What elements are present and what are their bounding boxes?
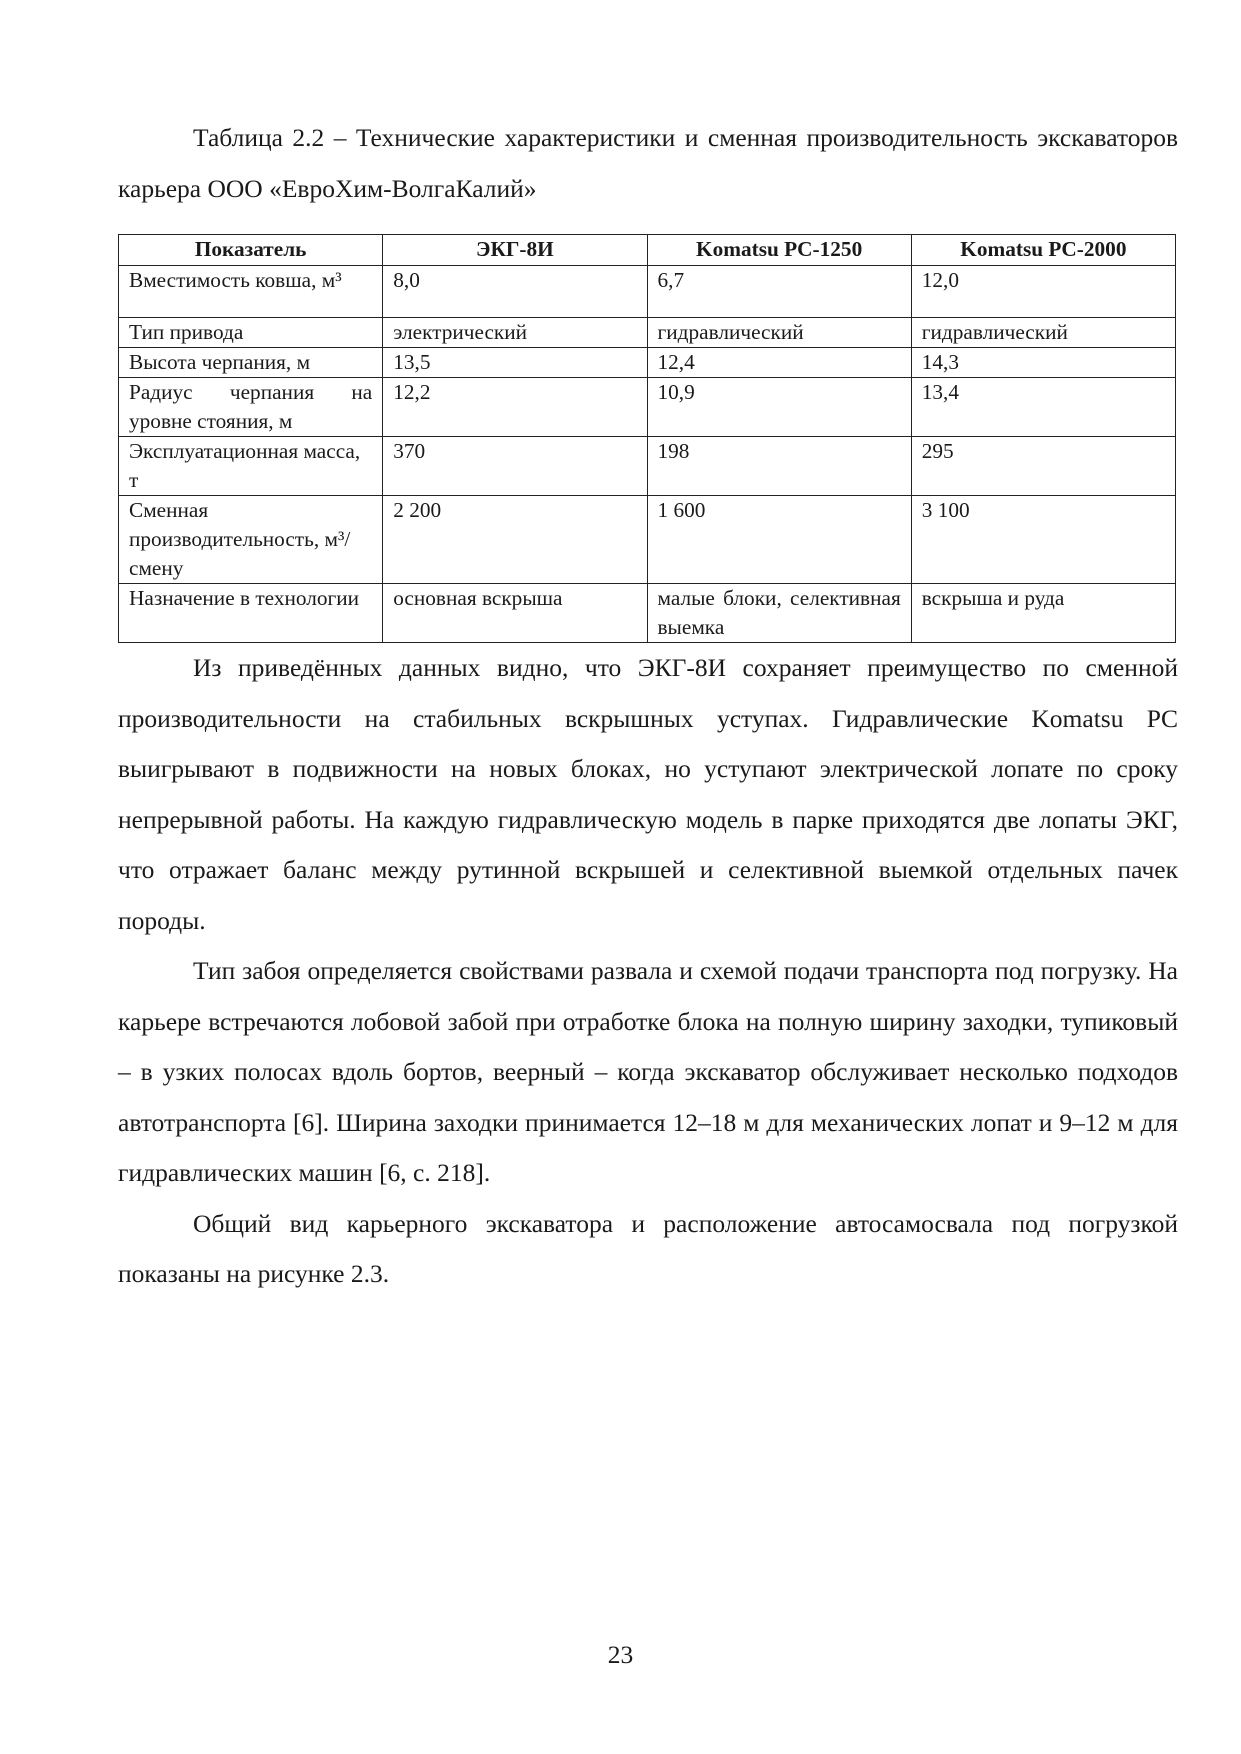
table-row (119, 318, 1176, 348)
table-cell: малые блоки, селективная выемка (647, 584, 911, 643)
paragraph-figure-reference: Общий вид карьерного экскаватора и расположение автосамосвала под погрузкой показаны на рисунке 2.3. (118, 1208, 1178, 1288)
table-cell: 12,2 (383, 378, 647, 437)
table-cell: 8,0 (383, 266, 647, 318)
table-cell: 14,3 (911, 348, 1175, 378)
table-row (119, 437, 1176, 496)
table-caption: Таблица 2.2 – Технические характеристики и сменная производительность экскаваторов карьера ООО «ЕвроХим-ВолгаКалий» (118, 123, 1178, 203)
table-cell: 295 (911, 437, 1175, 496)
table-cell: гидравлический (647, 318, 911, 348)
table-row (119, 496, 1176, 584)
page-number: 23 (607, 1640, 634, 1669)
table-row (119, 266, 1176, 318)
table-cell: Тип привода (119, 318, 383, 348)
table-cell: вскрыша и руда (911, 584, 1175, 643)
paragraph-face-types: Тип забоя определяется свойствами развала и схемой подачи транспорта под погрузку. На карьере встречаются лобовой забой при отработке блока на полную ширину заходки, тупиковый – в узких полосах вдоль бортов, веерный – когда экскаватор обслуживает несколько подходов автотранспорта [6]. Ширина заходки принимается 12–18 м для механических лопат и 9–12 м для гидравлических машин [6, с. 218]. (118, 956, 1178, 1187)
table-cell: 12,0 (911, 266, 1175, 318)
table-cell: Эксплуатационная масса, т (119, 437, 383, 496)
table-cell: 10,9 (647, 378, 911, 437)
table-cell: 2 200 (383, 496, 647, 584)
table-cell: электрический (383, 318, 647, 348)
table-cell: Сменная производительность, м³/смену (119, 496, 383, 584)
table-cell: 13,4 (911, 378, 1175, 437)
table-cell: основная вскрыша (383, 584, 647, 643)
paragraph-comparison: Из приведённых данных видно, что ЭКГ-8И сохраняет преимущество по сменной производительности на стабильных вскрышных уступах. Гидравлические Komatsu PC выигрывают в подвижности на новых блоках, но уступают электрической лопате по сроку непрерывной работы. На каждую гидравлическую модель в парке приходятся две лопаты ЭКГ, что отражает баланс между рутинной вскрышей и селективной выемкой отдельных пачек породы. (118, 653, 1178, 935)
table-cell: 370 (383, 437, 647, 496)
table-header-row (119, 235, 1176, 266)
table-cell: 198 (647, 437, 911, 496)
specs-table (118, 234, 1176, 643)
table-cell: Радиус черпания на уровне стояния, м (119, 378, 383, 437)
table-cell: 3 100 (911, 496, 1175, 584)
header-komatsu-pc2000: Komatsu PC-2000 (911, 235, 1175, 266)
table-cell: 13,5 (383, 348, 647, 378)
table-cell: Высота черпания, м (119, 348, 383, 378)
table-cell: 6,7 (647, 266, 911, 318)
table-cell: 1 600 (647, 496, 911, 584)
table-cell: Назначение в технологии (119, 584, 383, 643)
table-row (119, 378, 1176, 437)
header-komatsu-pc1250: Komatsu PC-1250 (647, 235, 911, 266)
document-page (118, 112, 1178, 1300)
table-row (119, 584, 1176, 643)
header-indicator: Показатель (119, 235, 383, 266)
table-cell: 12,4 (647, 348, 911, 378)
table-row (119, 348, 1176, 378)
table-cell: Вместимость ковша, м³ (119, 266, 383, 318)
header-ekg-8i: ЭКГ-8И (383, 235, 647, 266)
table-cell: гидравлический (911, 318, 1175, 348)
